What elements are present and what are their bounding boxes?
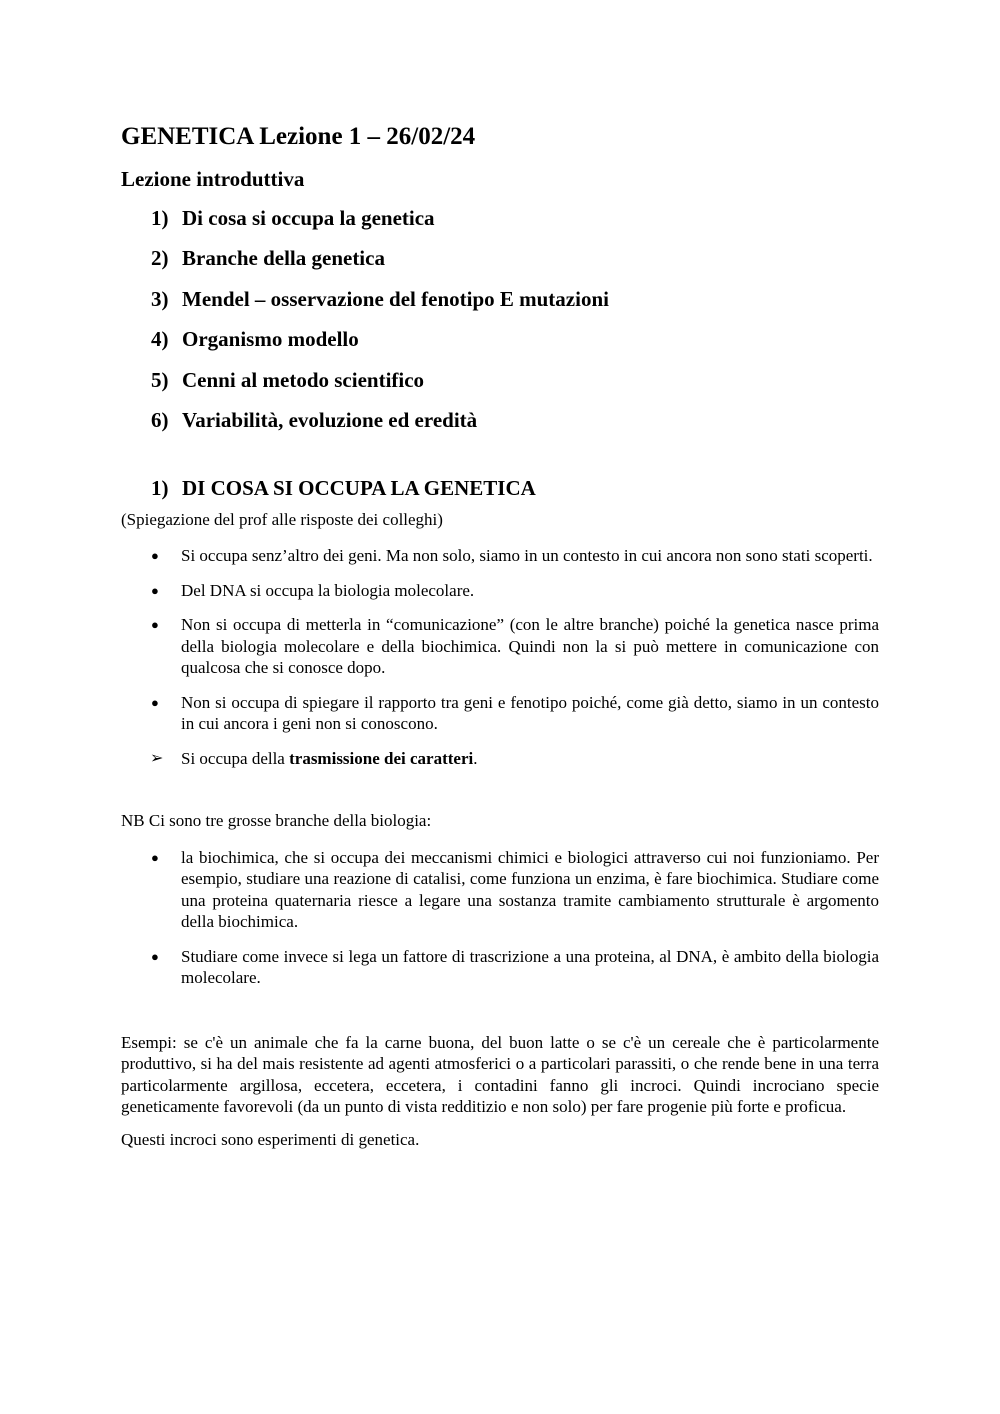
list-item-text: Non si occupa di spiegare il rapporto tra geni e fenotipo poiché, come già detto, siamo in un contesto in cui ancora i geni non si conoscono.	[181, 692, 879, 734]
document-title: GENETICA Lezione 1 – 26/02/24	[121, 123, 476, 150]
nb-bullet-list	[121, 847, 879, 989]
toc-item-label: Organismo modello	[182, 327, 359, 352]
section-title: DI COSA SI OCCUPA LA GENETICA	[182, 475, 536, 500]
toc-item	[121, 203, 879, 233]
nb-intro: NB Ci sono tre grosse branche della biologia:	[121, 811, 432, 831]
list-item	[121, 580, 879, 602]
toc-item-label: Mendel – osservazione del fenotipo E mutazioni	[182, 286, 609, 311]
toc-item	[121, 324, 879, 354]
document-page	[121, 118, 879, 1150]
table-of-contents	[121, 203, 879, 435]
toc-item	[121, 405, 879, 435]
toc-item-number: 3)	[151, 286, 169, 311]
list-item	[121, 545, 879, 567]
section-number: 1)	[151, 475, 169, 500]
toc-item-label: Cenni al metodo scientifico	[182, 367, 425, 392]
list-item	[121, 692, 879, 735]
toc-item-number: 6)	[151, 407, 169, 432]
list-item	[121, 946, 879, 989]
list-item	[121, 847, 879, 933]
toc-item-number: 2)	[151, 246, 169, 271]
list-item-text: Si occupa senz’altro dei geni. Ma non solo, siamo in un contesto in cui ancora non sono stati scoperti.	[181, 546, 873, 566]
list-item-text: Studiare come invece si lega un fattore di trascrizione a una proteina, al DNA, è ambito della biologia molecolare.	[181, 946, 879, 988]
toc-item-label: Di cosa si occupa la genetica	[182, 206, 435, 230]
bullet-icon: ●	[151, 694, 159, 710]
list-item-text: Del DNA si occupa la biologia molecolare.	[181, 580, 475, 600]
toc-item	[121, 284, 879, 314]
highlight-suffix: .	[473, 748, 478, 768]
bullet-icon: ●	[151, 582, 159, 598]
list-item-text: Non si occupa di metterla in “comunicazione” (con le altre branche) poiché la genetica nasce prima della biologia molecolare e della biochimica. Quindi non la si può mettere in comunicazione con qualcosa che si conosce dopo.	[181, 615, 879, 678]
section-heading	[121, 473, 879, 503]
bullet-icon: ●	[151, 948, 159, 964]
highlight-prefix: Si occupa della	[181, 748, 290, 768]
toc-item-number: 4)	[151, 327, 169, 352]
toc-item-number: 5)	[151, 367, 169, 392]
arrow-bullet-icon: ➢	[150, 749, 164, 767]
list-item-text: la biochimica, che si occupa dei meccanismi chimici e biologici attraverso cui noi funzioniamo. Per esempio, studiare una reazione di catalisi, come funziona un enzima, è fare biochimica. Studiare come una proteina quaternaria riesce a legare una sostanza tramite cambiamento strutturale è argomento della biochimica.	[181, 847, 879, 932]
list-item-text	[181, 748, 879, 770]
toc-item	[121, 365, 879, 395]
conclusion-paragraph: Questi incroci sono esperimenti di genetica.	[121, 1129, 420, 1149]
section-bullet-list	[121, 545, 879, 769]
examples-paragraph: Esempi: se c'è un animale che fa la carne buona, del buon latte o se c'è un cereale che è particolarmente produttivo, si ha del mais resistente ad agenti atmosferici o a particolari parassiti, o che rende bene in una terra particolarmente argillosa, eccetera, eccetera, i contadini fanno gli incroci. Quindi incrociano specie geneticamente favorevoli (da un punto di vista redditizio e non solo) per fare progenie più forte e proficua.	[121, 1032, 879, 1117]
list-item	[121, 614, 879, 679]
toc-item-number: 1)	[151, 206, 169, 230]
list-item-highlight	[121, 748, 879, 770]
section-intro-note: (Spiegazione del prof alle risposte dei colleghi)	[121, 509, 443, 529]
toc-item-label: Branche della genetica	[182, 246, 385, 271]
bullet-icon: ●	[151, 617, 159, 633]
bullet-icon: ●	[151, 548, 159, 564]
bullet-icon: ●	[151, 849, 159, 865]
toc-item-label: Variabilità, evoluzione ed eredità	[182, 407, 478, 432]
highlight-bold-text: trasmissione dei caratteri	[289, 748, 474, 768]
document-subtitle: Lezione introduttiva	[121, 167, 305, 191]
toc-item	[121, 243, 879, 273]
